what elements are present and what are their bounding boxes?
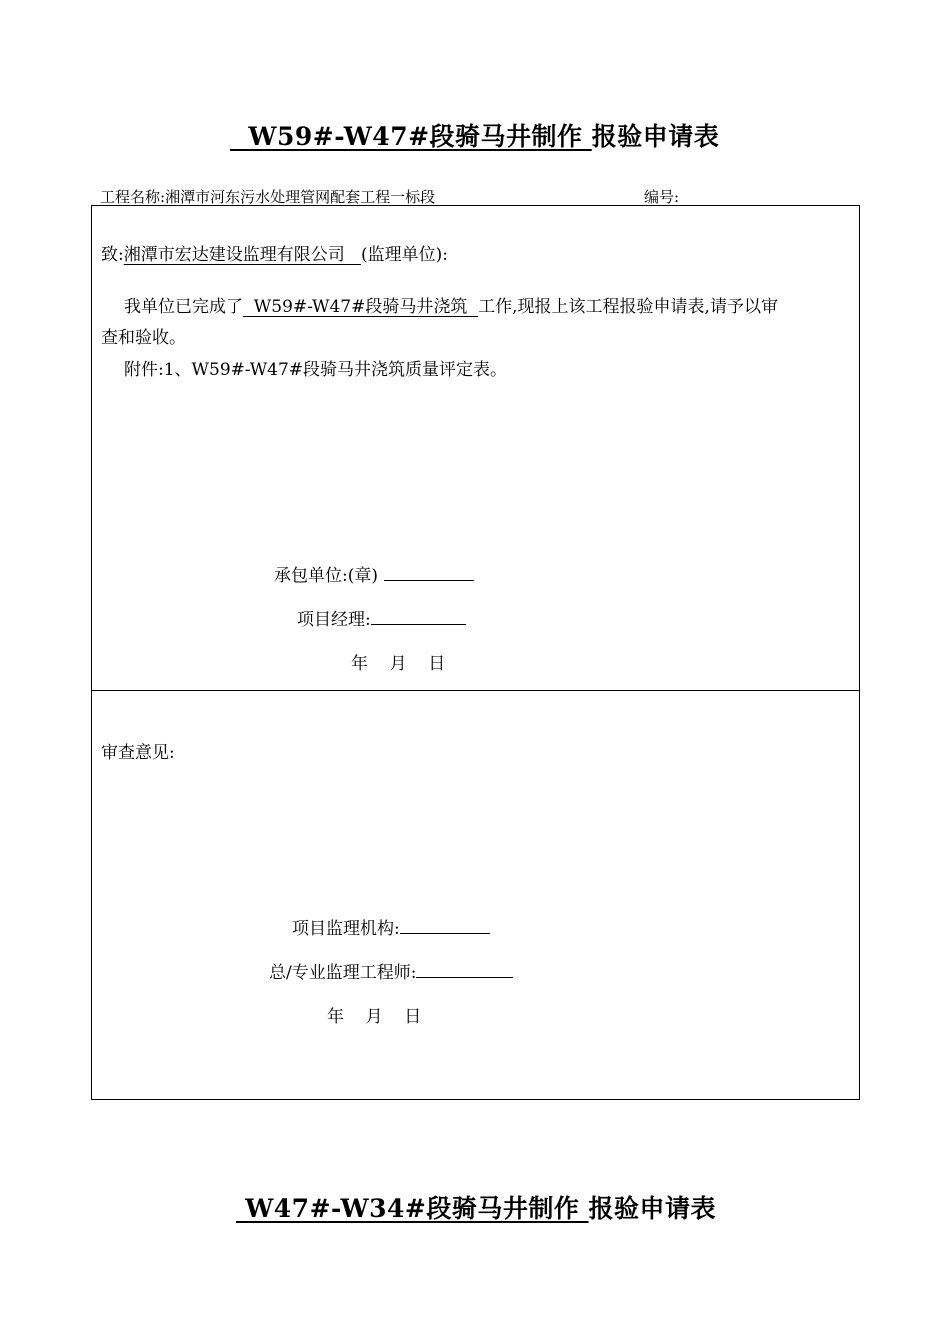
addressee-suffix: (监理单位): bbox=[360, 245, 448, 265]
body-line-1 bbox=[124, 292, 778, 317]
form2-title-underlined: W47#-W34#段骑马井制作 bbox=[236, 1194, 589, 1223]
number-label: 编号: bbox=[644, 188, 680, 206]
form-title-underlined: W59#-W47#段骑马井制作 bbox=[230, 122, 592, 151]
body-prefix: 我单位已完成了 bbox=[124, 297, 243, 317]
manager-signature-blank bbox=[371, 608, 466, 625]
section-divider bbox=[92, 690, 859, 691]
review-opinion-label: 审查意见: bbox=[101, 743, 175, 763]
attachment-line: 附件:1、W59#-W47#段骑马井浇筑质量评定表。 bbox=[124, 360, 508, 380]
date-line-1: 年 月 日 bbox=[351, 654, 446, 674]
body-suffix: 工作,现报上该工程报验申请表,请予以审 bbox=[478, 297, 778, 317]
form-title bbox=[230, 117, 719, 153]
engineer-line bbox=[269, 958, 513, 983]
manager-line bbox=[297, 605, 466, 630]
manager-label: 项目经理: bbox=[297, 610, 371, 630]
supervisor-org-label: 项目监理机构: bbox=[292, 919, 400, 939]
project-info bbox=[100, 186, 435, 207]
date-line-2: 年 月 日 bbox=[327, 1007, 422, 1027]
supervisor-org-line bbox=[292, 914, 490, 939]
body-work-item: W59#-W47#段骑马井浇筑 bbox=[243, 297, 479, 317]
form2-title bbox=[236, 1189, 716, 1225]
engineer-signature-blank bbox=[416, 961, 513, 978]
form2-title-rest: 报验申请表 bbox=[588, 1194, 717, 1223]
addressee-line bbox=[101, 240, 448, 265]
body-line-2: 查和验收。 bbox=[101, 328, 186, 348]
contractor-signature-blank bbox=[384, 564, 474, 581]
project-name: 湘潭市河东污水处理管网配套工程一标段 bbox=[165, 188, 436, 206]
form-title-rest: 报验申请表 bbox=[591, 122, 720, 151]
engineer-label: 总/专业监理工程师: bbox=[269, 963, 417, 983]
project-label: 工程名称: bbox=[100, 188, 166, 206]
addressee-label: 致: bbox=[101, 245, 124, 265]
contractor-line bbox=[274, 561, 474, 586]
contractor-label: 承包单位:(章) bbox=[274, 566, 378, 586]
addressee-value: 湘潭市宏达建设监理有限公司 bbox=[123, 245, 361, 265]
supervisor-org-blank bbox=[400, 917, 490, 934]
